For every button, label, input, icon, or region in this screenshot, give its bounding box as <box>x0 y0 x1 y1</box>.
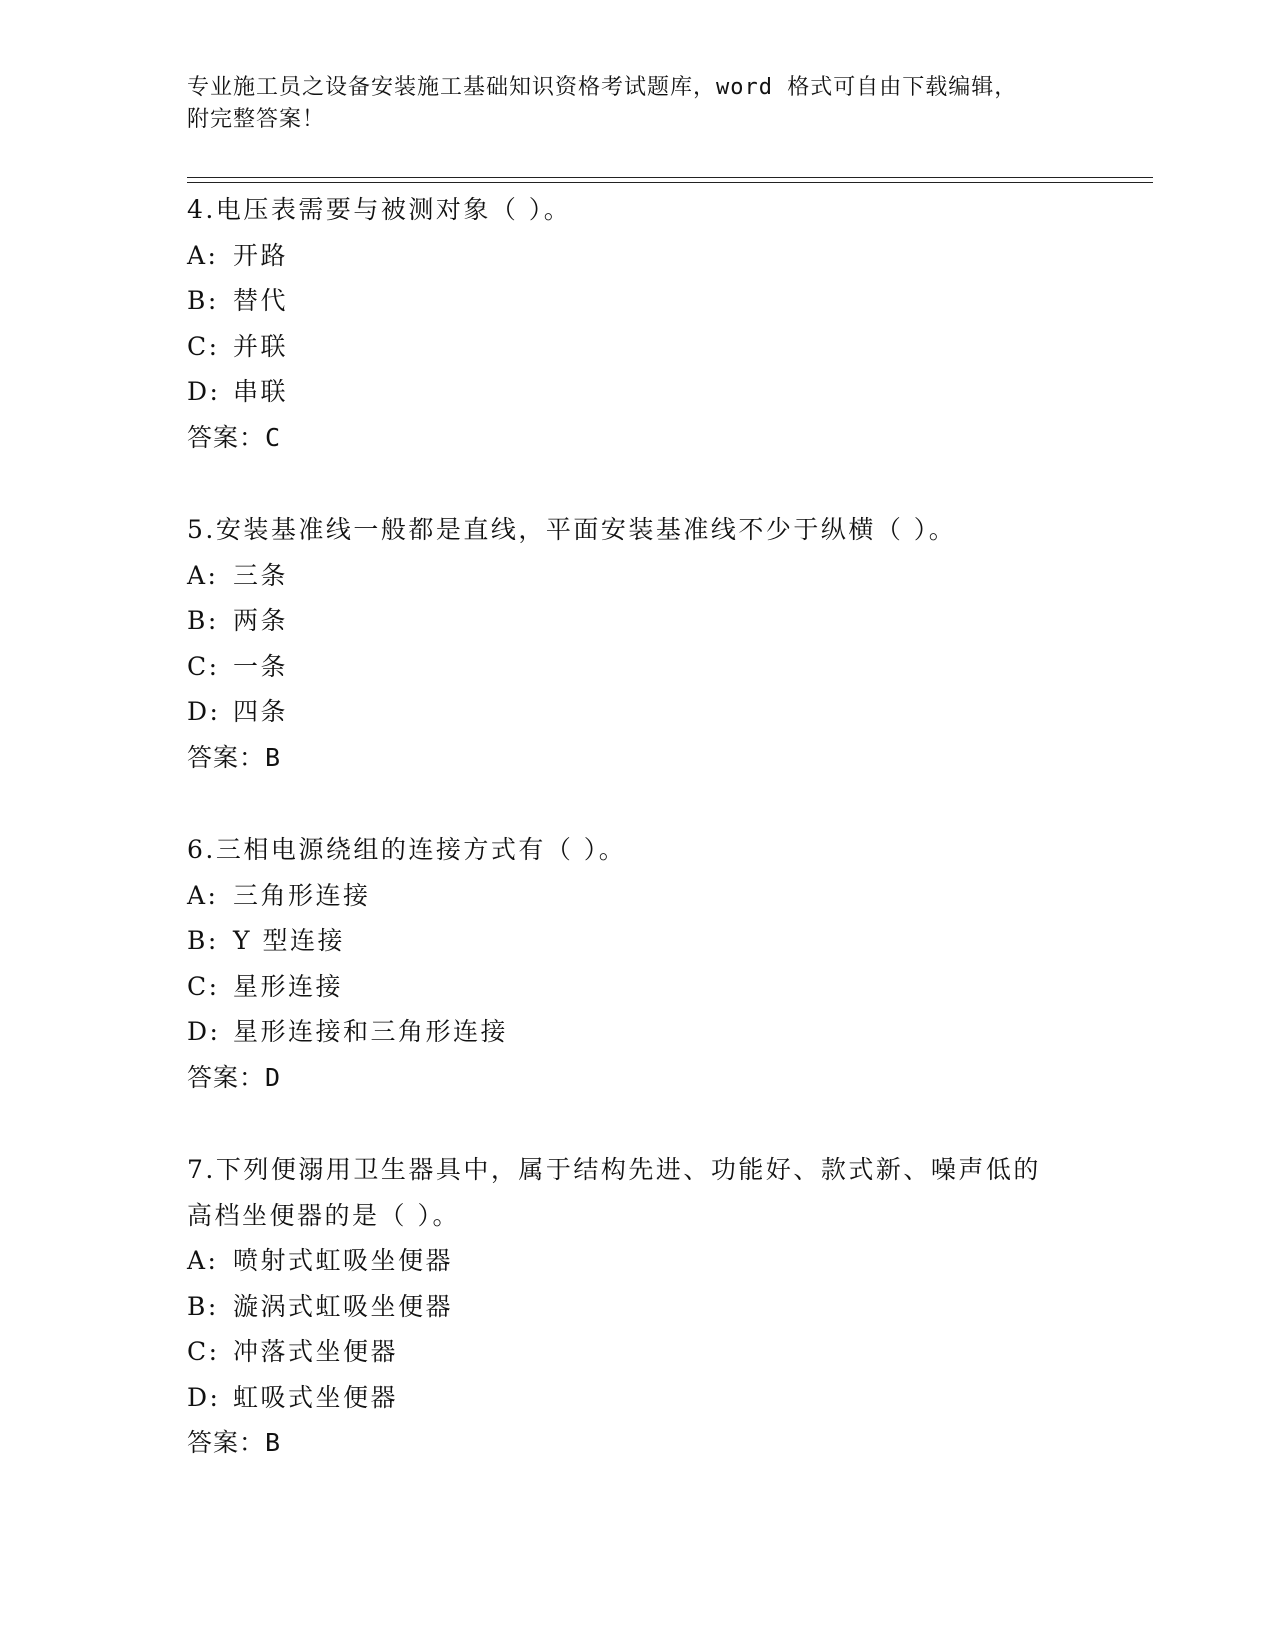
header-line-1: 专业施工员之设备安装施工基础知识资格考试题库，word 格式可自由下载编辑， <box>187 75 1018 100</box>
option-a <box>187 1238 1153 1284</box>
option-letter: D: <box>187 1017 221 1046</box>
option-text: 开路 <box>233 240 289 270</box>
option-c <box>187 324 1153 370</box>
option-a <box>187 233 1153 279</box>
option-text: 星形连接和三角形连接 <box>233 1017 509 1046</box>
answer-line <box>187 735 1153 781</box>
option-text: 并联 <box>233 331 289 361</box>
option-letter: D: <box>187 697 221 726</box>
question-item <box>187 187 1153 460</box>
option-text: 虹吸式坐便器 <box>233 1382 399 1412</box>
option-a <box>187 873 1153 919</box>
answer-label: 答案： <box>187 422 266 452</box>
document-header <box>187 72 1087 136</box>
option-text: 四条 <box>233 697 289 726</box>
option-text: Y 型连接 <box>233 926 345 955</box>
option-letter: C: <box>187 1337 220 1366</box>
option-letter: C: <box>187 651 220 681</box>
option-d <box>187 1009 1153 1055</box>
option-b <box>187 278 1153 324</box>
answer-line <box>187 415 1153 461</box>
question-item <box>187 827 1153 1100</box>
answer-label: 答案： <box>187 742 266 772</box>
question-list <box>187 187 1153 1513</box>
option-letter: D: <box>187 377 221 406</box>
answer-value: B <box>265 742 282 772</box>
question-stem: 5.安装基准线一般都是直线，平面安装基准线不少于纵横（ ）。 <box>187 515 957 544</box>
option-text: 三角形连接 <box>233 880 371 910</box>
option-d <box>187 689 1153 735</box>
question-stem: 6.三相电源绕组的连接方式有（ ）。 <box>187 835 627 864</box>
question-stem: 4.电压表需要与被测对象（ ）。 <box>187 195 572 224</box>
option-letter: B: <box>187 1291 219 1321</box>
answer-line <box>187 1055 1153 1101</box>
header-line-2: 附完整答案！ <box>187 107 326 132</box>
question-item <box>187 1147 1153 1466</box>
option-d <box>187 1375 1153 1421</box>
header-divider-bottom <box>187 182 1153 183</box>
option-text: 冲落式坐便器 <box>233 1337 399 1366</box>
option-letter: C: <box>187 331 220 361</box>
answer-value: B <box>265 1428 282 1457</box>
option-letter: A: <box>187 1246 219 1275</box>
question-item <box>187 507 1153 780</box>
answer-label: 答案： <box>187 1428 266 1457</box>
option-text: 一条 <box>233 651 289 681</box>
option-text: 漩涡式虹吸坐便器 <box>233 1291 454 1321</box>
answer-value: D <box>265 1062 282 1092</box>
option-letter: D: <box>187 1382 221 1412</box>
option-text: 三条 <box>233 560 289 590</box>
option-text: 两条 <box>233 606 289 635</box>
option-d <box>187 369 1153 415</box>
option-b <box>187 918 1153 964</box>
header-divider-top <box>187 177 1153 178</box>
option-text: 星形连接 <box>233 971 344 1001</box>
answer-label: 答案： <box>187 1062 266 1092</box>
option-c <box>187 964 1153 1010</box>
option-c <box>187 1329 1153 1375</box>
option-text: 串联 <box>233 377 289 406</box>
option-text: 替代 <box>233 286 289 315</box>
option-letter: A: <box>187 560 219 590</box>
option-c <box>187 644 1153 690</box>
option-b <box>187 598 1153 644</box>
option-text: 喷射式虹吸坐便器 <box>233 1246 454 1275</box>
option-letter: B: <box>187 926 219 955</box>
option-letter: B: <box>187 286 219 315</box>
answer-value: C <box>265 422 282 452</box>
option-a <box>187 553 1153 599</box>
option-b <box>187 1284 1153 1330</box>
answer-line <box>187 1420 1153 1466</box>
option-letter: B: <box>187 606 219 635</box>
option-letter: C: <box>187 971 220 1001</box>
question-stem: 7.下列便溺用卫生器具中，属于结构先进、功能好、款式新、噪声低的高档坐便器的是（ ）。 <box>187 1155 1041 1230</box>
option-letter: A: <box>187 240 219 270</box>
option-letter: A: <box>187 880 219 910</box>
